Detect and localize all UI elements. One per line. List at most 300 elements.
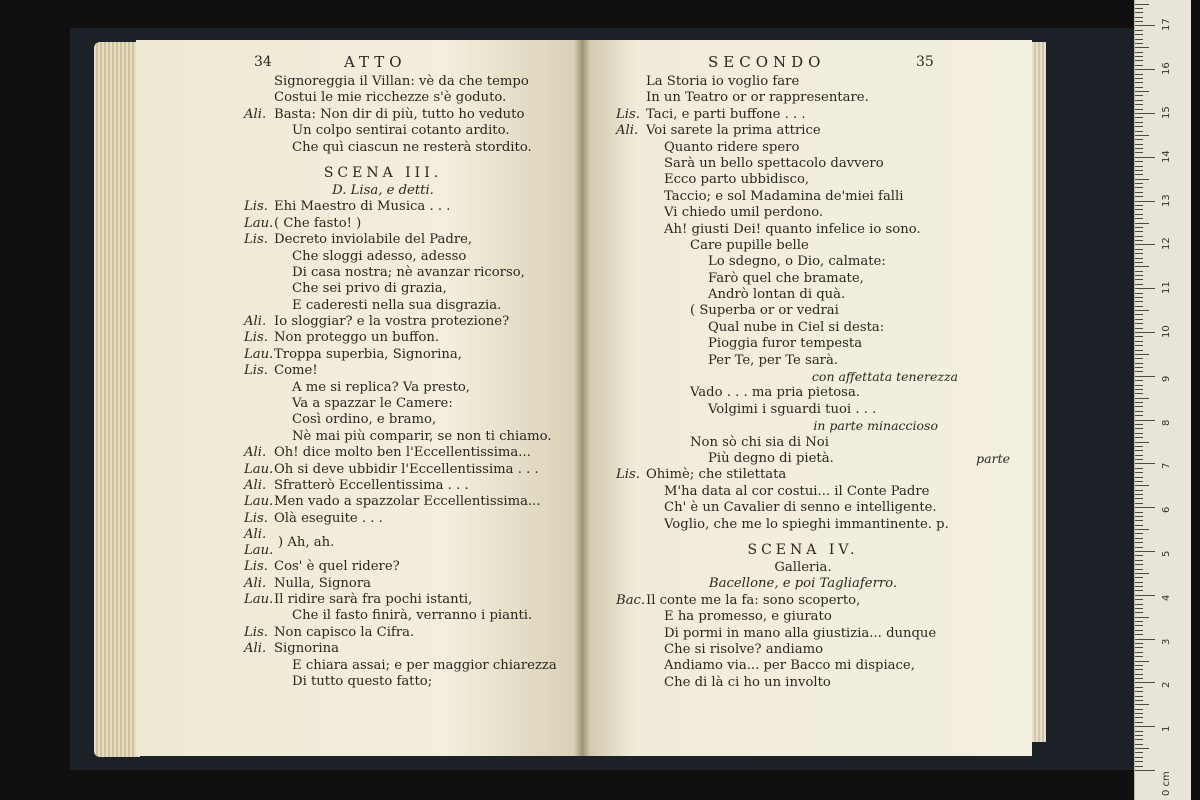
ruler-tick xyxy=(1135,459,1143,460)
ruler-tick xyxy=(1135,682,1155,683)
ruler-tick xyxy=(1135,498,1143,499)
verse-line xyxy=(244,625,542,641)
speaker-label: Lis. xyxy=(244,232,268,248)
ruler-tick xyxy=(1135,669,1143,670)
line-text: Lo sdegno, o Dio, calmate: xyxy=(708,254,886,270)
ruler-number: 9 xyxy=(1161,375,1172,382)
line-text: Taci, e parti buffone . . . xyxy=(646,106,806,122)
verse-line xyxy=(616,675,1010,691)
ruler-tick xyxy=(1135,450,1143,451)
left-lines-b xyxy=(244,199,552,527)
verse-line xyxy=(244,559,542,575)
ruler-tick xyxy=(1135,152,1143,153)
verse-line xyxy=(616,123,1010,139)
verse-line xyxy=(616,385,1010,401)
verse-line xyxy=(244,657,557,674)
verse-line xyxy=(244,511,542,527)
speaker-label: Lis. xyxy=(244,510,268,526)
ruler-tick xyxy=(1135,328,1143,329)
ruler-tick xyxy=(1135,481,1143,482)
verse-line xyxy=(616,189,1010,205)
line-text: In un Teatro or or rappresentare. xyxy=(646,90,869,106)
ruler-tick xyxy=(1135,590,1143,591)
ruler-tick xyxy=(1135,113,1155,114)
stage-direction-tenerezza: con affettata tenerezza xyxy=(811,369,958,385)
ruler-tick xyxy=(1135,358,1143,359)
ruler-tick xyxy=(1135,766,1143,767)
ruler-tick xyxy=(1135,253,1143,254)
verse-line xyxy=(244,674,542,690)
ruler-tick xyxy=(1135,4,1149,5)
ruler-tick xyxy=(1135,135,1149,136)
ruler-tick xyxy=(1135,43,1143,44)
verse-line xyxy=(616,74,1010,90)
verse-line xyxy=(244,314,542,330)
ruler-tick xyxy=(1135,104,1143,105)
verse-line xyxy=(616,156,1010,172)
verse-line xyxy=(244,330,542,346)
ruler-tick xyxy=(1135,363,1143,364)
ruler-number: 3 xyxy=(1161,638,1172,645)
line-text: Nè mai più comparir, se non ti chiamo. xyxy=(292,428,552,444)
verse-line xyxy=(616,172,1010,188)
ruler-tick xyxy=(1135,258,1143,259)
ruler-tick xyxy=(1135,385,1143,386)
ruler-tick xyxy=(1135,69,1155,70)
ruler-number: 5 xyxy=(1161,550,1172,557)
line-text: Ah! giusti Dei! quanto infelice io sono. xyxy=(664,221,921,237)
line-text: ( Che fasto! ) xyxy=(274,215,362,231)
line-text: La Storia io voglio fare xyxy=(646,74,800,89)
verse-line xyxy=(244,199,542,215)
ruler-tick xyxy=(1135,612,1143,613)
ruler-tick xyxy=(1135,231,1143,232)
verse-line xyxy=(244,232,542,248)
stage-direction-parte: parte xyxy=(976,450,1010,466)
ruler-tick xyxy=(1135,223,1149,224)
verse-line xyxy=(244,249,542,265)
ruler-tick xyxy=(1135,761,1143,762)
line-text: Basta: Non dir di più, tutto ho veduto xyxy=(274,106,525,122)
ruler-tick xyxy=(1135,371,1143,372)
ruler-tick xyxy=(1135,726,1155,727)
ruler-tick xyxy=(1135,582,1143,583)
line-text: Di pormi in mano alla giustizia... dunque xyxy=(664,625,937,641)
line-text: Voglio, che me lo spieghi immantinente. p. xyxy=(664,516,949,532)
ruler-tick xyxy=(1135,100,1143,101)
ruler-number: 8 xyxy=(1161,419,1172,426)
ruler-tick xyxy=(1135,52,1143,53)
left-lines-c xyxy=(244,559,557,690)
line-text: Ohimè; che stilettata xyxy=(646,467,787,483)
stage-direction-minaccioso: in parte minaccioso xyxy=(813,418,938,434)
book-page-edges-left xyxy=(94,42,140,757)
verse-line xyxy=(616,320,1010,336)
verse-line xyxy=(616,658,1010,674)
line-text: Taccio; e sol Madamina de'miei falli xyxy=(664,188,904,204)
line-text: E chiara assai; e per maggior chiarezza xyxy=(292,657,557,673)
verse-line xyxy=(616,140,1010,156)
ruler-tick xyxy=(1135,332,1155,333)
ruler-number: 10 xyxy=(1161,325,1172,338)
ruler-tick xyxy=(1135,144,1143,145)
verse-line xyxy=(616,435,1010,451)
ruler-tick xyxy=(1135,643,1143,644)
line-text: Farò quel che bramate, xyxy=(708,270,864,286)
ruler-tick xyxy=(1135,494,1143,495)
ruler-tick xyxy=(1135,293,1143,294)
line-text: Che il fasto finirà, verranno i pianti. xyxy=(292,608,533,624)
verse-line xyxy=(244,576,542,592)
ruler-tick xyxy=(1135,47,1149,48)
ruler-tick xyxy=(1135,34,1143,35)
speaker-label: Lis. xyxy=(244,199,268,215)
right-lines-e xyxy=(616,593,1010,691)
ruler-tick xyxy=(1135,704,1149,705)
verse-line xyxy=(616,451,1010,467)
ruler-tick xyxy=(1135,174,1143,175)
verse-line xyxy=(244,347,542,363)
line-text: Non sò chi sia di Noi xyxy=(690,434,829,450)
speaker-label: Lis. xyxy=(244,624,268,640)
ruler-tick xyxy=(1135,157,1155,158)
ruler-tick xyxy=(1135,380,1143,381)
speaker-label: Lis. xyxy=(616,467,640,483)
scene-iv-cast: Bacellone, e poi Tagliaferro. xyxy=(708,576,898,592)
ruler-tick xyxy=(1135,266,1149,267)
left-page-number: 34 xyxy=(254,54,272,70)
ruler-tick xyxy=(1135,21,1143,22)
line-text: Più degno di pietà. xyxy=(708,450,834,466)
line-text: Cos' è quel ridere? xyxy=(274,559,400,575)
line-text: Ch' è un Cavalier di senno e intelligente. xyxy=(664,500,937,516)
line-text: Decreto inviolabile del Padre, xyxy=(274,232,473,248)
line-text: Ecco parto ubbidisco, xyxy=(664,172,810,188)
ruler-tick xyxy=(1135,166,1143,167)
right-lines-d xyxy=(616,467,1010,533)
ruler-tick xyxy=(1135,744,1143,745)
ruler-tick xyxy=(1135,244,1155,245)
ruler-tick xyxy=(1135,599,1143,600)
line-text: Io sloggiar? e la vostra protezione? xyxy=(274,314,510,330)
ruler-tick xyxy=(1135,661,1149,662)
ruler-tick xyxy=(1135,516,1143,517)
ruler-tick xyxy=(1135,687,1143,688)
ruler-tick xyxy=(1135,542,1143,543)
ruler-tick xyxy=(1135,301,1143,302)
line-text: Volgimi i sguardi tuoi . . . xyxy=(708,401,877,417)
ruler-tick xyxy=(1135,608,1143,609)
measurement-ruler xyxy=(1134,0,1191,800)
ruler-tick xyxy=(1135,398,1149,399)
line-text: Non capisco la Cifra. xyxy=(274,624,415,640)
verse-line xyxy=(616,107,1010,123)
ruler-tick xyxy=(1135,406,1143,407)
ruler-tick xyxy=(1135,691,1143,692)
line-text: Di casa nostra; nè avanzar ricorso, xyxy=(292,264,525,280)
verse-line xyxy=(244,412,542,428)
ruler-tick xyxy=(1135,341,1143,342)
ruler-tick xyxy=(1135,109,1143,110)
ruler-tick xyxy=(1135,95,1143,96)
verse-line xyxy=(616,467,1010,483)
ruler-tick xyxy=(1135,122,1143,123)
speaker-label: Lau. xyxy=(244,591,274,607)
line-text: M'ha data al cor costui... il Conte Padre xyxy=(664,483,930,499)
ruler-tick xyxy=(1135,625,1143,626)
line-text: Che di là ci ho un involto xyxy=(664,674,831,690)
ruler-tick xyxy=(1135,87,1143,88)
ruler-tick xyxy=(1135,674,1143,675)
verse-line xyxy=(244,462,542,478)
line-text: Il conte me la fa: sono scoperto, xyxy=(646,592,861,608)
verse-line xyxy=(244,608,542,624)
ruler-tick xyxy=(1135,354,1149,355)
speaker-label: Lau. xyxy=(244,494,274,510)
ruler-tick xyxy=(1135,314,1143,315)
ruler-tick xyxy=(1135,709,1143,710)
ruler-tick xyxy=(1135,389,1143,390)
ruler-tick xyxy=(1135,126,1143,127)
ruler-tick xyxy=(1135,717,1143,718)
line-text: Voi sarete la prima attrice xyxy=(646,123,821,139)
ruler-tick xyxy=(1135,192,1143,193)
ruler-tick xyxy=(1135,529,1149,530)
ruler-tick xyxy=(1135,227,1143,228)
line-text: Non proteggo un buffon. xyxy=(274,330,440,346)
ruler-tick xyxy=(1135,547,1143,548)
ruler-tick xyxy=(1135,442,1149,443)
verse-line xyxy=(616,500,1010,516)
ruler-tick xyxy=(1135,60,1143,61)
line-text: Sfratterò Eccellentissima . . . xyxy=(274,478,469,493)
ruler-tick xyxy=(1135,446,1143,447)
ruler-tick xyxy=(1135,275,1143,276)
ruler-tick xyxy=(1135,555,1143,556)
ruler-tick xyxy=(1135,376,1155,377)
ruler-tick xyxy=(1135,74,1143,75)
ruler-tick xyxy=(1135,8,1143,9)
line-text: Vi chiedo umil perdono. xyxy=(664,205,824,221)
verse-line xyxy=(244,494,542,510)
ruler-tick xyxy=(1135,12,1143,13)
right-page xyxy=(582,40,1032,756)
ruler-tick xyxy=(1135,595,1155,596)
speaker-label: Lis. xyxy=(244,559,268,575)
ruler-tick xyxy=(1135,65,1143,66)
ruler-tick xyxy=(1135,25,1155,26)
ruler-tick xyxy=(1135,214,1143,215)
ruler-tick xyxy=(1135,297,1143,298)
right-lines-a xyxy=(616,74,1010,369)
ruler-tick xyxy=(1135,752,1143,753)
speaker-label: Lis. xyxy=(244,363,268,379)
speaker-label: Bac. xyxy=(616,592,646,608)
ruler-tick xyxy=(1135,424,1143,425)
ruler-tick xyxy=(1135,288,1155,289)
line-text: Nulla, Signora xyxy=(274,575,372,591)
ruler-tick xyxy=(1135,573,1149,574)
ruler-tick xyxy=(1135,503,1143,504)
scene-iii-title: SCENA III. xyxy=(323,164,443,181)
ruler-tick xyxy=(1135,240,1143,241)
verse-line xyxy=(244,216,542,232)
verse-line xyxy=(244,396,542,412)
ruler-tick xyxy=(1135,617,1149,618)
verse-line xyxy=(244,641,542,657)
ruler-tick xyxy=(1135,564,1143,565)
ruler-tick xyxy=(1135,485,1149,486)
ruler-tick xyxy=(1135,131,1143,132)
verse-line xyxy=(616,609,1010,625)
line-text: E caderesti nella sua disgrazia. xyxy=(292,297,502,313)
ruler-tick xyxy=(1135,56,1143,57)
scene-iv-title: SCENA IV. xyxy=(747,541,859,558)
ruler-tick xyxy=(1135,735,1143,736)
verse-line xyxy=(616,353,1010,369)
ruler-number: 2 xyxy=(1161,682,1172,689)
ruler-tick xyxy=(1135,507,1155,508)
verse-line xyxy=(244,380,542,396)
ruler-tick xyxy=(1135,411,1143,412)
left-page-running-title: ATTO xyxy=(344,53,407,71)
scene-iii-cast: D. Lisa, e detti. xyxy=(332,182,434,198)
ruler-number: 14 xyxy=(1161,150,1172,163)
scene-iv-place: Galleria. xyxy=(774,559,832,575)
ruler-tick xyxy=(1135,91,1149,92)
speaker-label: Ali. xyxy=(244,641,267,657)
ruler-tick xyxy=(1135,665,1143,666)
ruler-tick xyxy=(1135,468,1143,469)
line-text: Sarà un bello spettacolo davvero xyxy=(664,155,884,171)
ruler-tick xyxy=(1135,279,1143,280)
line-text: Andrò lontan di quà. xyxy=(708,287,846,303)
line-text: Costui le mie ricchezze s'è goduto. xyxy=(274,90,507,106)
speaker-label: Lis. xyxy=(244,330,268,346)
verse-line xyxy=(244,107,542,123)
ruler-tick xyxy=(1135,306,1143,307)
ruler-tick xyxy=(1135,428,1143,429)
ruler-tick xyxy=(1135,39,1143,40)
ruler-tick xyxy=(1135,262,1143,263)
line-text: Vado . . . ma pria pietosa. xyxy=(690,385,861,401)
ruler-tick xyxy=(1135,551,1155,552)
right-page-number: 35 xyxy=(916,54,934,70)
line-text: Signoreggia il Villan: vè da che tempo xyxy=(274,74,529,89)
line-text: Il ridire sarà fra pochi istanti, xyxy=(274,591,473,607)
verse-line xyxy=(244,445,542,461)
ruler-tick xyxy=(1135,78,1143,79)
ruler-tick xyxy=(1135,604,1143,605)
line-text: Men vado a spazzolar Eccellentissima... xyxy=(274,494,541,510)
verse-line xyxy=(616,626,1010,642)
ruler-number: 16 xyxy=(1161,62,1172,76)
ruler-tick xyxy=(1135,433,1143,434)
verse-line xyxy=(616,271,1010,287)
line-text: Che sloggi adesso, adesso xyxy=(292,248,467,264)
line-text: E ha promesso, e giurato xyxy=(664,609,832,625)
speaker-label: Lis. xyxy=(616,106,640,122)
ruler-number: 7 xyxy=(1161,463,1172,470)
ruler-number: 6 xyxy=(1161,506,1172,514)
speaker-label: Lau. xyxy=(244,461,274,477)
ruler-tick xyxy=(1135,525,1143,526)
ruler-tick xyxy=(1135,639,1155,640)
line-text: Troppa superbia, Signorina, xyxy=(274,346,462,362)
ruler-tick xyxy=(1135,148,1143,149)
line-text: Va a spazzar le Camere: xyxy=(292,396,453,412)
line-text: Così ordino, e bramo, xyxy=(292,412,437,428)
ruler-tick xyxy=(1135,402,1143,403)
ruler-tick xyxy=(1135,117,1143,118)
line-text: Per Te, per Te sarà. xyxy=(708,352,839,368)
speaker-label: Lau. xyxy=(244,346,274,362)
ruler-tick xyxy=(1135,512,1143,513)
ruler-tick xyxy=(1135,586,1143,587)
verse-line xyxy=(616,303,1010,319)
left-lines-a xyxy=(244,74,542,156)
verse-line xyxy=(616,642,1010,658)
verse-line xyxy=(244,90,542,106)
verse-line xyxy=(616,90,1010,106)
ruler-tick xyxy=(1135,179,1149,180)
ruler-tick xyxy=(1135,757,1143,758)
ruler-tick xyxy=(1135,560,1143,561)
verse-line xyxy=(244,265,542,281)
ruler-tick xyxy=(1135,205,1143,206)
line-text: Quanto ridere spero xyxy=(664,139,800,155)
line-text: Olà eseguite . . . xyxy=(274,510,383,526)
ruler-tick xyxy=(1135,713,1143,714)
duet-speaker-lau: Lau. xyxy=(244,543,274,559)
ruler-number: 1 xyxy=(1161,725,1172,733)
ruler-tick xyxy=(1135,652,1143,653)
ruler-tick xyxy=(1135,621,1143,622)
line-text: Andiamo via... per Bacco mi dispiace, xyxy=(664,658,915,674)
ruler-number: 12 xyxy=(1161,237,1172,251)
ruler-tick xyxy=(1135,82,1143,83)
ruler-tick xyxy=(1135,415,1143,416)
verse-line xyxy=(616,593,1010,609)
ruler-tick xyxy=(1135,345,1143,346)
ruler-tick xyxy=(1135,271,1143,272)
verse-line xyxy=(616,517,1010,533)
line-text: Care pupille belle xyxy=(690,237,809,253)
ruler-tick xyxy=(1135,161,1143,162)
ruler-tick xyxy=(1135,490,1143,491)
speaker-label: Ali. xyxy=(244,445,267,461)
verse-line xyxy=(616,287,1010,303)
ruler-number: 11 xyxy=(1161,281,1172,295)
line-text: Qual nube in Ciel si desta: xyxy=(708,319,885,335)
ruler-tick xyxy=(1135,700,1143,701)
ruler-tick xyxy=(1135,187,1143,188)
verse-line xyxy=(616,254,1010,270)
line-text: Oh si deve ubbidir l'Eccellentissima . . . xyxy=(274,461,539,477)
verse-line xyxy=(244,428,552,445)
ruler-tick xyxy=(1135,463,1155,464)
ruler-tick xyxy=(1135,647,1143,648)
ruler-tick xyxy=(1135,17,1143,18)
ruler-tick xyxy=(1135,319,1143,320)
ruler-tick xyxy=(1135,477,1143,478)
speaker-label: Ali. xyxy=(244,314,267,330)
right-page-running-title: SECONDO xyxy=(708,53,826,71)
ruler-tick xyxy=(1135,634,1143,635)
ruler-tick xyxy=(1135,472,1143,473)
right-page-header xyxy=(616,54,1010,74)
ruler-tick xyxy=(1135,420,1155,421)
